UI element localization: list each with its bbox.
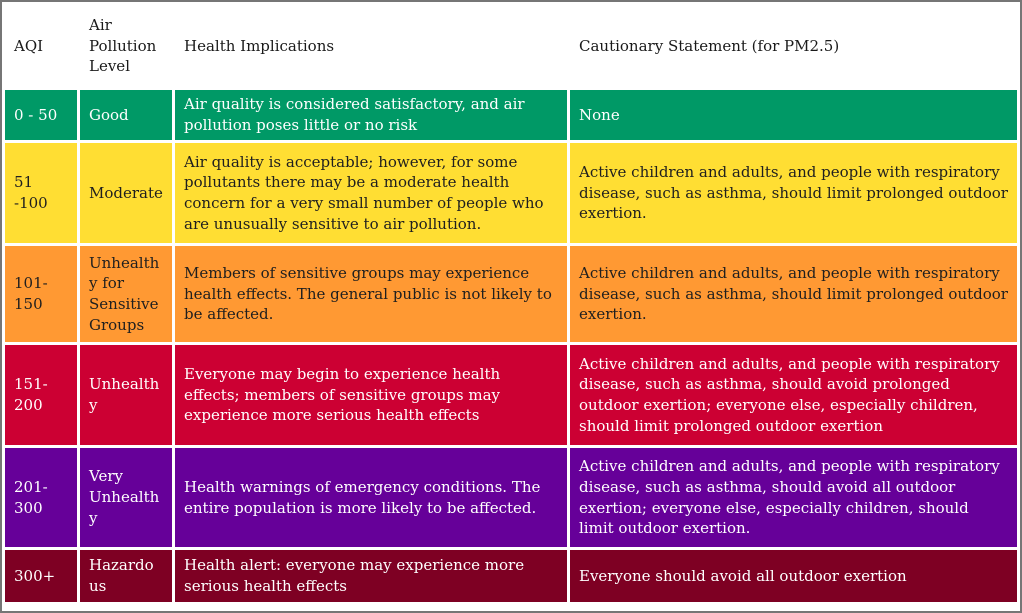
- cell-health: Health alert: everyone may experience more serious health effects: [175, 550, 567, 602]
- cell-health: Members of sensitive groups may experience health effects. The general public is not likely to be affected.: [175, 246, 567, 342]
- table-body: [5, 90, 1017, 602]
- cell-level: Unhealthy: [80, 345, 172, 445]
- table-row: [5, 143, 1017, 243]
- col-header-level: Air Pollution Level: [80, 5, 172, 87]
- table-row: [5, 448, 1017, 547]
- cell-health: Air quality is considered satisfactory, and air pollution poses little or no risk: [175, 90, 567, 140]
- aqi-table: [2, 2, 1020, 605]
- cell-aqi: 151-200: [5, 345, 77, 445]
- cell-caution: Active children and adults, and people with respiratory disease, such as asthma, should avoid prolonged outdoor exertion; everyone else, especially children, should limit prolonged outdoor exertion: [570, 345, 1017, 445]
- cell-level: Very Unhealthy: [80, 448, 172, 547]
- table-row: [5, 246, 1017, 342]
- cell-health: Air quality is acceptable; however, for some pollutants there may be a moderate health concern for a very small number of people who are unusually sensitive to air pollution.: [175, 143, 567, 243]
- cell-caution: None: [570, 90, 1017, 140]
- cell-health: Everyone may begin to experience health effects; members of sensitive groups may experience more serious health effects: [175, 345, 567, 445]
- col-header-aqi: AQI: [5, 5, 77, 87]
- table-row: [5, 550, 1017, 602]
- cell-aqi: 0 - 50: [5, 90, 77, 140]
- cell-aqi: 300+: [5, 550, 77, 602]
- col-header-health: Health Implications: [175, 5, 567, 87]
- cell-health: Health warnings of emergency conditions. The entire population is more likely to be affected.: [175, 448, 567, 547]
- cell-level: Hazardous: [80, 550, 172, 602]
- header-row: [5, 5, 1017, 87]
- cell-caution: Active children and adults, and people with respiratory disease, such as asthma, should limit prolonged outdoor exertion.: [570, 143, 1017, 243]
- cell-level: Unhealthy for Sensitive Groups: [80, 246, 172, 342]
- cell-level: Good: [80, 90, 172, 140]
- cell-caution: Everyone should avoid all outdoor exertion: [570, 550, 1017, 602]
- cell-caution: Active children and adults, and people with respiratory disease, such as asthma, should avoid all outdoor exertion; everyone else, especially children, should limit outdoor exertion.: [570, 448, 1017, 547]
- col-header-caution: Cautionary Statement (for PM2.5): [570, 5, 1017, 87]
- cell-level: Moderate: [80, 143, 172, 243]
- table-row: [5, 345, 1017, 445]
- cell-caution: Active children and adults, and people with respiratory disease, such as asthma, should limit prolonged outdoor exertion.: [570, 246, 1017, 342]
- cell-aqi: 101-150: [5, 246, 77, 342]
- cell-aqi: 51 -100: [5, 143, 77, 243]
- table-row: [5, 90, 1017, 140]
- table-header: [5, 5, 1017, 87]
- cell-aqi: 201-300: [5, 448, 77, 547]
